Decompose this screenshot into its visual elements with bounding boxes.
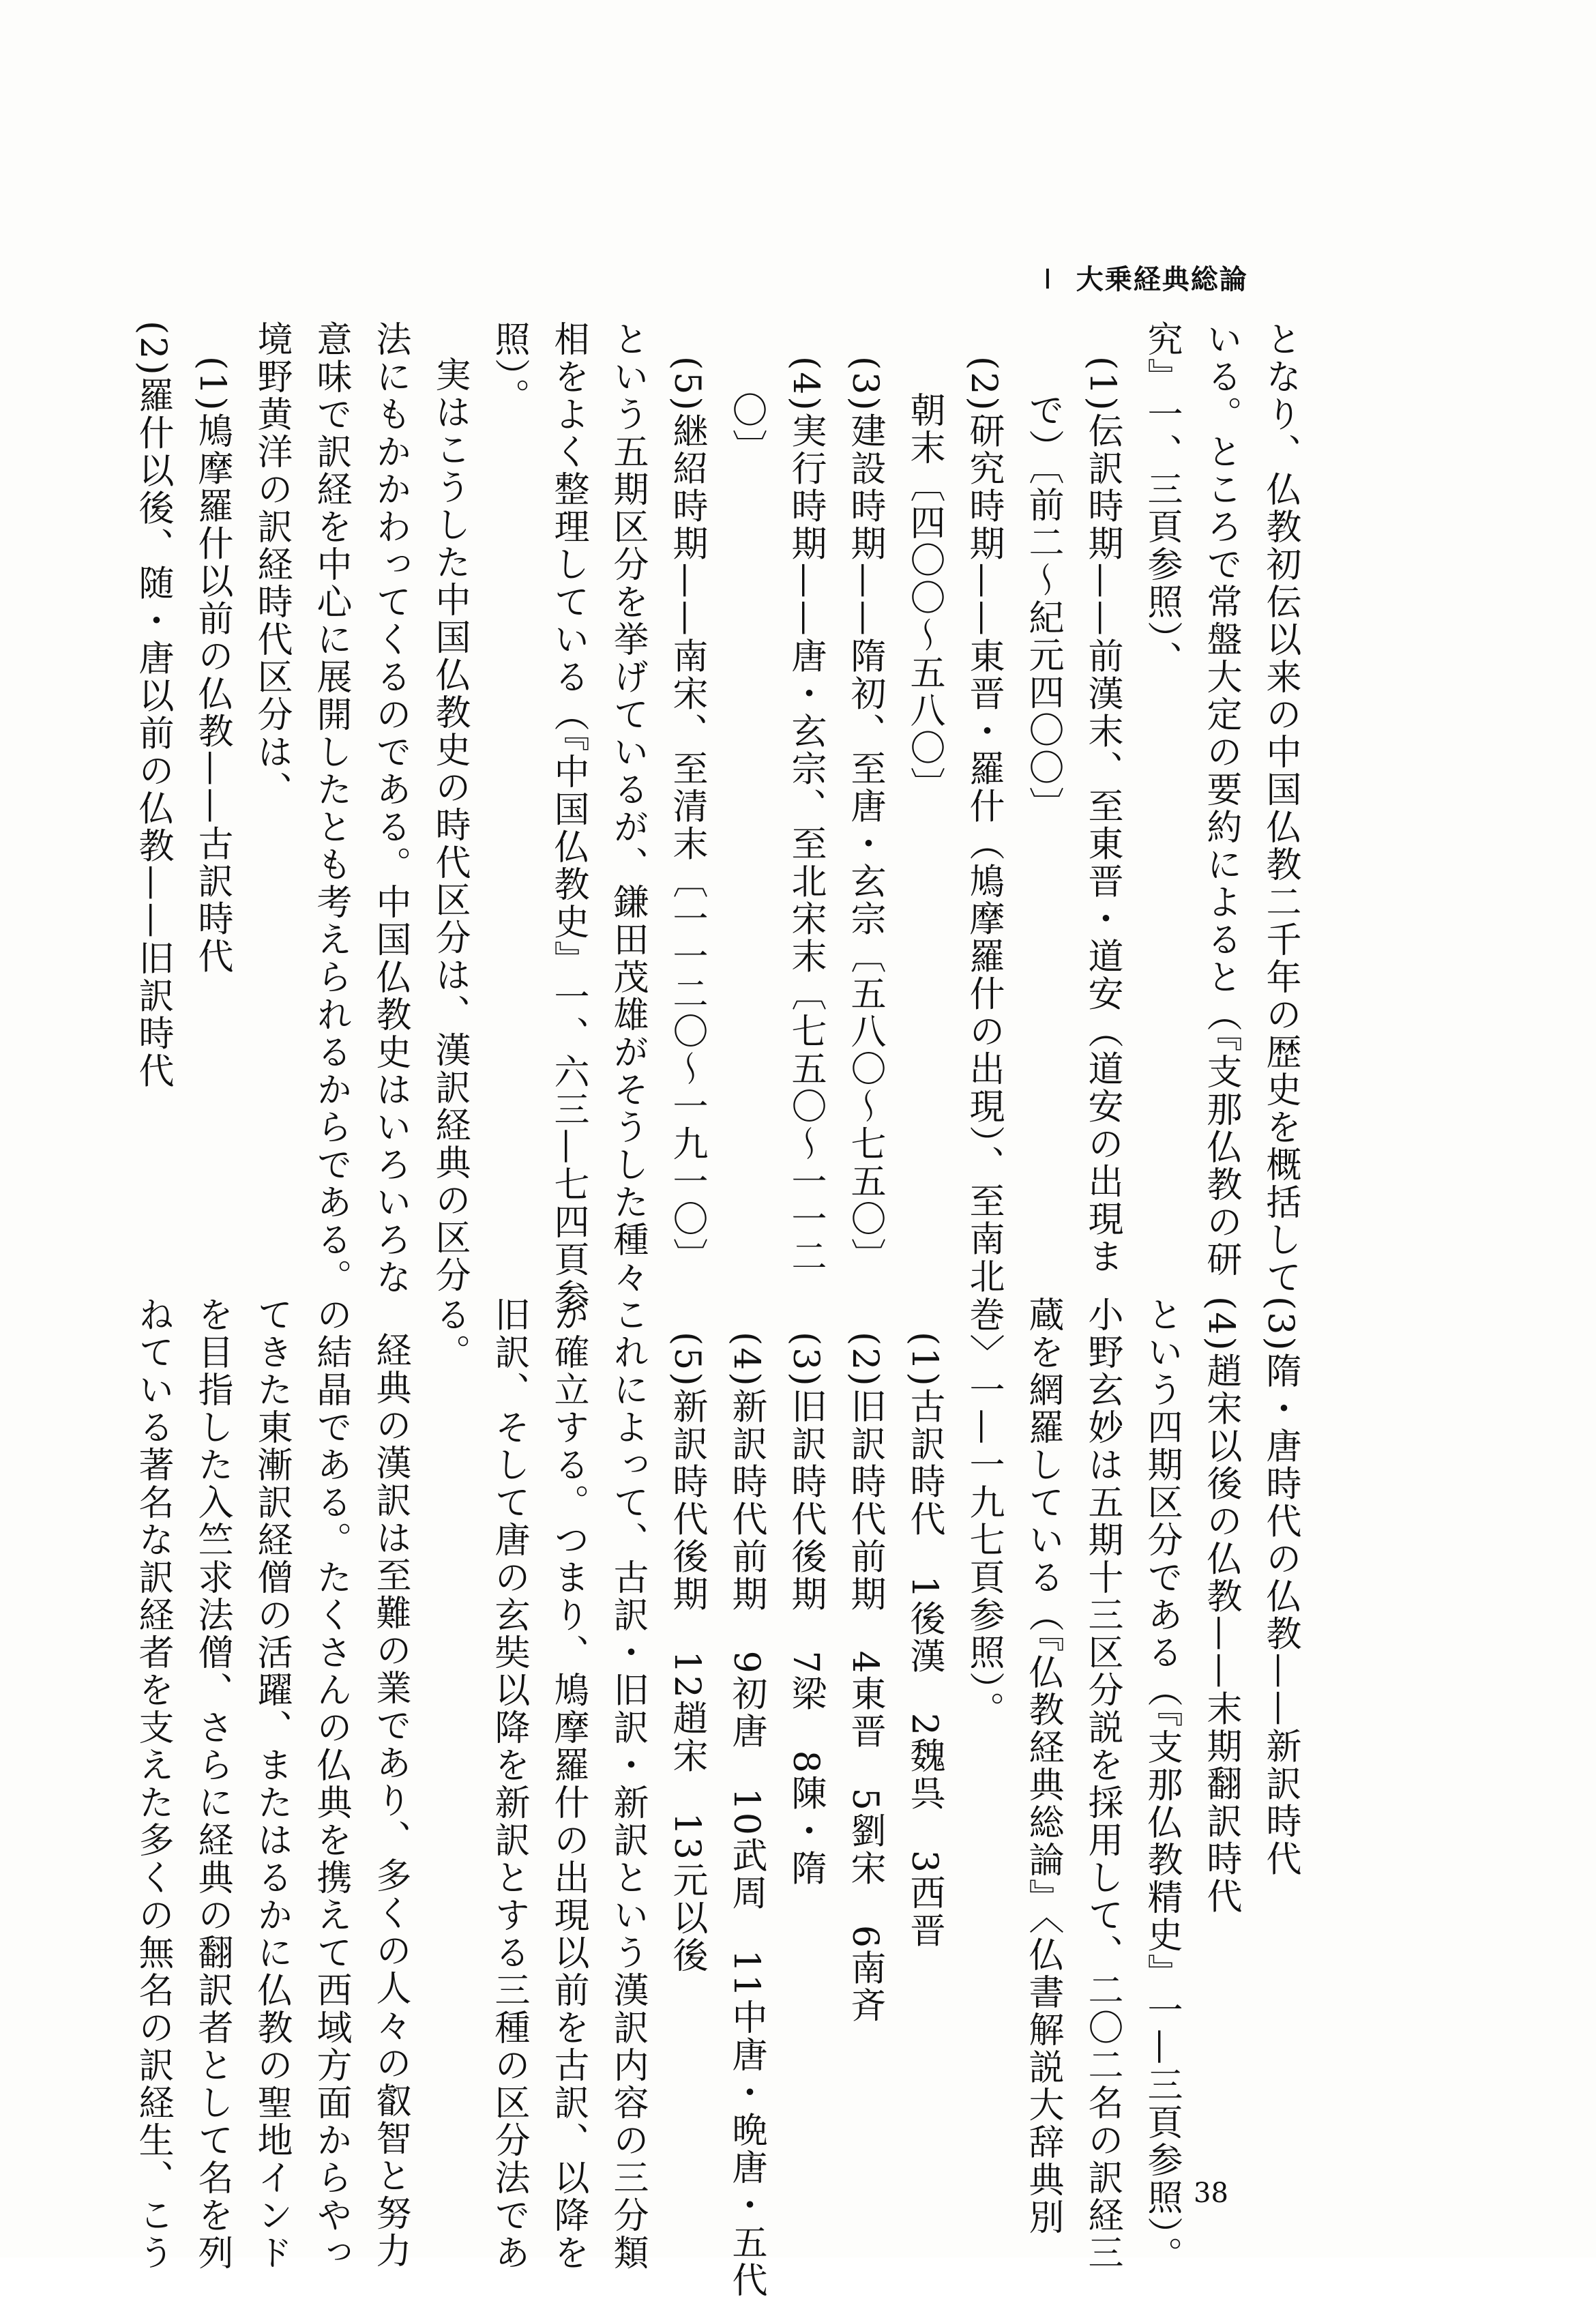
text-block-upper — [132, 321, 1310, 1316]
text-line: 意味で訳経を中心に展開したとも考えられるからである。 — [310, 321, 351, 1296]
text-line: 朝末〔四〇〇〜五八〇〕 — [904, 392, 945, 804]
text-line: (4)実行時期——唐・玄宗、至北宋末〔七五〇〜一一二 — [785, 356, 826, 1276]
text-line: 旧訳、そして唐の玄奘以降を新訳とする三種の区分法であ — [488, 1296, 529, 2272]
text-line: で）〔前二〜紀元四〇〇〕 — [1022, 392, 1063, 824]
text-line: 小野玄妙は五期十三区分説を採用して、二〇二名の訳経三 — [1082, 1296, 1123, 2272]
text-line: 究』一、三頁参照）、 — [1141, 321, 1182, 678]
text-line: (4)新訳時代前期 9初唐 10武周 11中唐・晩唐・五代 — [726, 1332, 767, 2299]
text-line: (4)趙宋以後の仏教——末期翻訳時代 — [1200, 1296, 1241, 1916]
running-head — [1044, 258, 1269, 297]
text-line: という四期区分である（『支那仏教精史』一—三頁参照）。 — [1141, 1296, 1182, 2274]
text-line: る。 — [429, 1296, 470, 1371]
text-line: (1)鳩摩羅什以前の仏教——古訳時代 — [192, 356, 233, 976]
chapter-number: I — [1044, 264, 1053, 295]
text-line: これによって、古訳・旧訳・新訳という漢訳内容の三分類 — [607, 1296, 648, 2272]
text-line: ねている著名な訳経者を支えた多くの無名の訳経生、こう — [132, 1296, 173, 2272]
text-line: (5)新訳時代後期 12趙宋 13元以後 — [666, 1332, 707, 1974]
text-line: という五期区分を挙げているが、鎌田茂雄がそうした種々 — [607, 321, 648, 1296]
text-line: (3)隋・唐時代の仏教——新訳時代 — [1260, 1296, 1301, 1878]
text-line: を目指した入竺求法僧、さらに経典の翻訳者として名を列 — [192, 1296, 233, 2272]
text-line: 照）。 — [488, 321, 529, 415]
text-line: (3)旧訳時代後期 7梁 8陳・隋 — [785, 1332, 826, 1888]
text-line: (3)建設時期——隋初、至唐・玄宗〔五八〇〜七五〇〕 — [844, 356, 885, 1276]
text-line: てきた東漸訳経僧の活躍、またはるかに仏教の聖地インド — [251, 1296, 292, 2272]
text-line: 蔵を網羅している（『仏教経典総論』〈仏書解説大辞典別 — [1022, 1296, 1063, 2236]
text-line: が確立する。つまり、鳩摩羅什の出現以前を古訳、以降を — [548, 1296, 589, 2272]
chapter-title: 大乗経典総論 — [1076, 264, 1248, 295]
text-line: (1)古訳時代 1後漢 2魏呉 3西晋 — [904, 1332, 945, 1950]
text-line: 境野黄洋の訳経時代区分は、 — [251, 321, 292, 808]
text-line: (2)研究時期——東晋・羅什（鳩摩羅什の出現）、至南北 — [963, 356, 1004, 1295]
text-line: 相をよく整理している（『中国仏教史』一、六三—七四頁参 — [548, 321, 589, 1316]
text-line: 実はこうした中国仏教史の時代区分は、漢訳経典の区分 — [429, 356, 470, 1294]
text-line: (1)伝訳時期——前漢末、至東晋・道安（道安の出現ま — [1082, 356, 1123, 1276]
text-line: (5)継紹時期——南宋、至清末〔一一二〇〜一九一〇〕 — [666, 356, 707, 1276]
text-line: 法にもかかわってくるのである。中国仏教史はいろいろな — [370, 321, 411, 1296]
page-number: 38 — [1194, 2178, 1228, 2209]
text-line: (2)羅什以後、随・唐以前の仏教——旧訳時代 — [132, 321, 173, 1090]
text-line: の結晶である。たくさんの仏典を携えて西域方面からやっ — [310, 1296, 351, 2272]
text-line: となり、仏教初伝以来の中国仏教二千年の歴史を概括して — [1260, 321, 1301, 1296]
text-line: 巻〉一—一九七頁参照）。 — [963, 1296, 1004, 1729]
text-line: 経典の漢訳は至難の業であり、多くの人々の叡智と努力 — [370, 1332, 411, 2270]
text-line: 〇〕 — [726, 392, 767, 467]
text-line: (2)旧訳時代前期 4東晋 5劉宋 6南斉 — [844, 1332, 885, 2025]
text-line: いる。ところで常盤大定の要約によると（『支那仏教の研 — [1200, 321, 1241, 1278]
